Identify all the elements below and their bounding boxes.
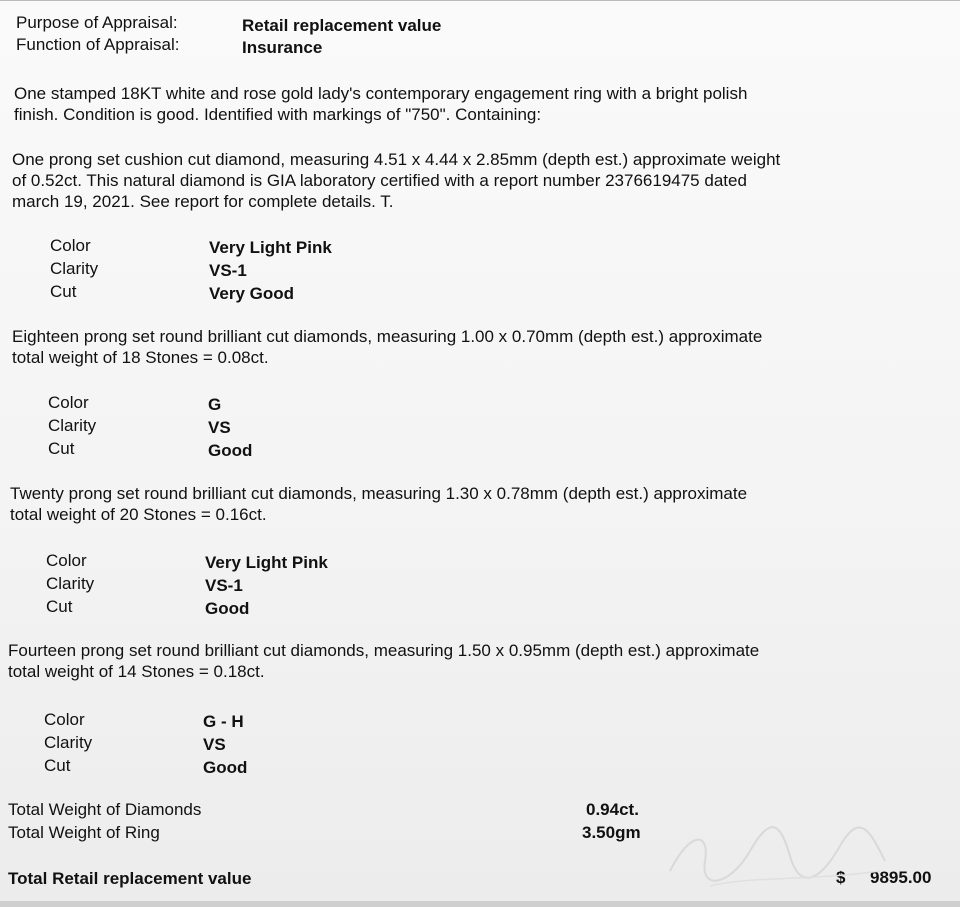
group1-color-label: Color — [48, 393, 89, 412]
center-cut-value: Very Good — [209, 284, 295, 303]
group3-cut-value: Good — [203, 758, 248, 777]
group3-color-label: Color — [44, 710, 85, 729]
group1-clarity-label: Clarity — [48, 416, 97, 435]
total-diamonds-label: Total Weight of Diamonds — [8, 800, 202, 819]
group3-cut-label: Cut — [44, 756, 71, 775]
function-label: Function of Appraisal: — [16, 35, 180, 54]
total-retail-label: Total Retail replacement value — [8, 869, 252, 888]
total-diamonds-value: 0.94ct. — [586, 800, 639, 819]
group3-clarity-label: Clarity — [44, 733, 93, 752]
group2-color-label: Color — [46, 551, 87, 570]
center-stone-description: One prong set cushion cut diamond, measuring 4.51 x 4.44 x 2.85mm (depth est.) approximate weight of 0.52ct. This natural diamond is GIA laboratory certified with a report number 2376619475 dated march 19, 2021. See report for complete details. T. — [12, 150, 781, 211]
group2-description: Twenty prong set round brilliant cut diamonds, measuring 1.30 x 0.78mm (depth est.) approximate total weight of 20 Stones = 0.16ct. — [10, 484, 748, 524]
total-ring-label: Total Weight of Ring — [8, 823, 160, 842]
center-color-value: Very Light Pink — [209, 238, 332, 257]
center-clarity-label: Clarity — [50, 259, 99, 278]
bottom-edge — [0, 901, 960, 907]
group2-cut-label: Cut — [46, 597, 73, 616]
group2-color-value: Very Light Pink — [205, 553, 328, 572]
purpose-label: Purpose of Appraisal: — [16, 13, 178, 32]
group1-cut-label: Cut — [48, 439, 75, 458]
group2-cut-value: Good — [205, 599, 250, 618]
currency-symbol: $ — [836, 868, 846, 887]
group2-clarity-label: Clarity — [46, 574, 95, 593]
group1-color-value: G — [208, 395, 222, 414]
center-color-label: Color — [50, 236, 91, 255]
total-retail-value: 9895.00 — [870, 868, 932, 887]
function-value: Insurance — [242, 38, 323, 57]
group3-description: Fourteen prong set round brilliant cut diamonds, measuring 1.50 x 0.95mm (depth est.) approximate total weight of 14 Stones = 0.18ct. — [8, 641, 760, 681]
group2-clarity-value: VS-1 — [205, 576, 243, 595]
group1-description: Eighteen prong set round brilliant cut diamonds, measuring 1.00 x 0.70mm (depth est.) approximate total weight of 18 Stones = 0.08ct. — [12, 327, 763, 367]
purpose-value: Retail replacement value — [242, 16, 442, 35]
group1-cut-value: Good — [208, 441, 253, 460]
group3-color-value: G - H — [203, 712, 244, 731]
ring-description: One stamped 18KT white and rose gold lady's contemporary engagement ring with a bright polish finish. Condition is good. Identified with markings of "750". Containing: — [14, 84, 748, 124]
center-cut-label: Cut — [50, 282, 77, 301]
total-ring-value: 3.50gm — [582, 823, 641, 842]
group3-clarity-value: VS — [203, 735, 226, 754]
center-clarity-value: VS-1 — [209, 261, 247, 280]
signature-mark — [650, 801, 900, 896]
group1-clarity-value: VS — [208, 418, 231, 437]
